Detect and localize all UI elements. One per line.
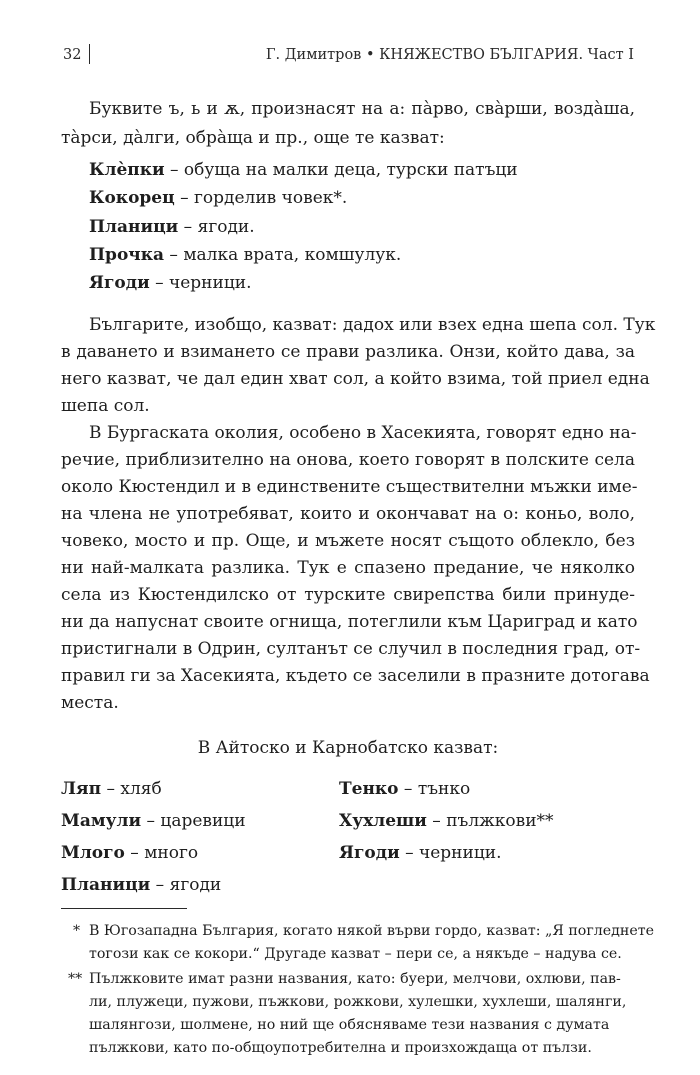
footnote-line: В Югозападна България, когато някой върви гордо, казват: „Я погледнете: [89, 923, 654, 939]
footnote-marker: **: [68, 971, 83, 987]
glossary-definition: – ягоди: [150, 875, 222, 895]
glossary-definition: – малка врата, комшулук.: [164, 245, 402, 265]
glossary-entry: [89, 270, 635, 296]
glossary-term: Кокорец: [89, 188, 175, 208]
footnote-line: пължкови, като по-общоупотребителна и произхождаща от пълзи.: [89, 1040, 592, 1056]
glossary-term: Тенко: [339, 779, 399, 799]
glossary-definition: – черници.: [399, 843, 502, 863]
paragraph-line: села из Кюстендилско от турските свирепства били принуде-: [61, 585, 635, 605]
glossary-definition: – много: [124, 843, 199, 863]
glossary-definition: – тънко: [398, 779, 471, 799]
glossary-term: Прочка: [89, 245, 165, 265]
glossary-term: Ляп: [61, 779, 102, 799]
paragraph-line: места.: [61, 693, 119, 713]
glossary-definition: – обуща на малки деца, турски патъци: [164, 160, 518, 180]
paragraph-line: в даването и взимането се прави разлика. Онзи, който дава, за: [61, 342, 635, 362]
glossary-definition: – черници.: [149, 273, 252, 293]
paragraph-line: на члена не употребяват, които и окончават на о: коньо, воло,: [61, 504, 635, 524]
paragraph-line: речие, приблизително на онова, което говорят в полските села: [61, 450, 635, 470]
glossary-definition: – хляб: [101, 779, 162, 799]
glossary-term: Млого: [61, 843, 125, 863]
running-title: Г. Димитров • КНЯЖЕСТВО БЪЛГАРИЯ. Част I: [265, 47, 634, 63]
glossary-definition: – царевици: [141, 811, 246, 831]
glossary-definition: – горделив човек*.: [174, 188, 348, 208]
intro-line-1: Буквите ъ, ь и ѫ, произнасят на а: пàрво, свàрши, воздàша,: [89, 99, 635, 119]
glossary-entry: [339, 808, 639, 834]
glossary-definition: – ягоди.: [178, 217, 255, 237]
glossary-term: Планици: [89, 217, 179, 237]
paragraph-line: правил ги за Хасекията, където се заселили в празните дотогава: [61, 666, 650, 686]
paragraph-line: около Кюстендил и в единствените съществителни мъжки име-: [61, 477, 638, 497]
intro-line-2: тàрси, дàлги, обрàща и пр., още те казват:: [61, 128, 445, 148]
glossary-term: Клѐпки: [89, 160, 165, 180]
paragraph-line: ни най-малката разлика. Тук е спазено предание, че няколко: [61, 558, 635, 578]
glossary-entry: [339, 776, 639, 802]
footnote-rule: [61, 908, 187, 909]
glossary-entry: [89, 185, 635, 211]
glossary-entry: [339, 840, 639, 866]
glossary-entry: [89, 242, 635, 268]
paragraph-line: В Бургаската околия, особено в Хасекията, говорят едно на-: [89, 423, 637, 443]
paragraph-line: ни да напуснат своите огнища, потеглили към Цариград и като: [61, 612, 638, 632]
glossary-term: Ягоди: [89, 273, 150, 293]
glossary-definition: – пължкови**: [426, 811, 554, 831]
glossary-term: Мамули: [61, 811, 142, 831]
footnote-line: Пължковите имат разни названия, като: буери, мелчови, охлюви, пав-: [89, 971, 621, 987]
footnote-line: ли, плужеци, пужови, пъжкови, рожкови, хулешки, хухлеши, шалянги,: [89, 994, 627, 1010]
paragraph-line: пристигнали в Одрин, султанът се случил в последния град, от-: [61, 639, 641, 659]
glossary-term: Ягоди: [339, 843, 400, 863]
paragraph-line: човеко, мосто и пр. Още, и мъжете носят същото облекло, без: [61, 531, 635, 551]
paragraph-line: Българите, изобщо, казват: дадох или взех една шепа сол. Тук: [89, 315, 656, 335]
glossary-term: Планици: [61, 875, 151, 895]
glossary-entry: [89, 157, 635, 183]
glossary-term: Хухлеши: [339, 811, 427, 831]
page-number: 32: [63, 47, 82, 63]
glossary-entry: [61, 872, 635, 898]
section-subheading: В Айтоско и Карнобатско казват:: [197, 738, 499, 758]
glossary-entry: [89, 214, 635, 240]
footnote-marker: *: [73, 923, 81, 939]
paragraph-line: шепа сол.: [61, 396, 150, 416]
paragraph-line: него казват, че дал един хват сол, а който взима, той приел една: [61, 369, 650, 389]
footnote-line: тогози как се кокори.“ Другаде казват – пери се, а някъде – надува се.: [89, 946, 622, 962]
footnote-line: шалянгози, шолмене, но ний ще обясняваме тези названия с думата: [89, 1017, 610, 1033]
header-divider: [89, 44, 90, 64]
